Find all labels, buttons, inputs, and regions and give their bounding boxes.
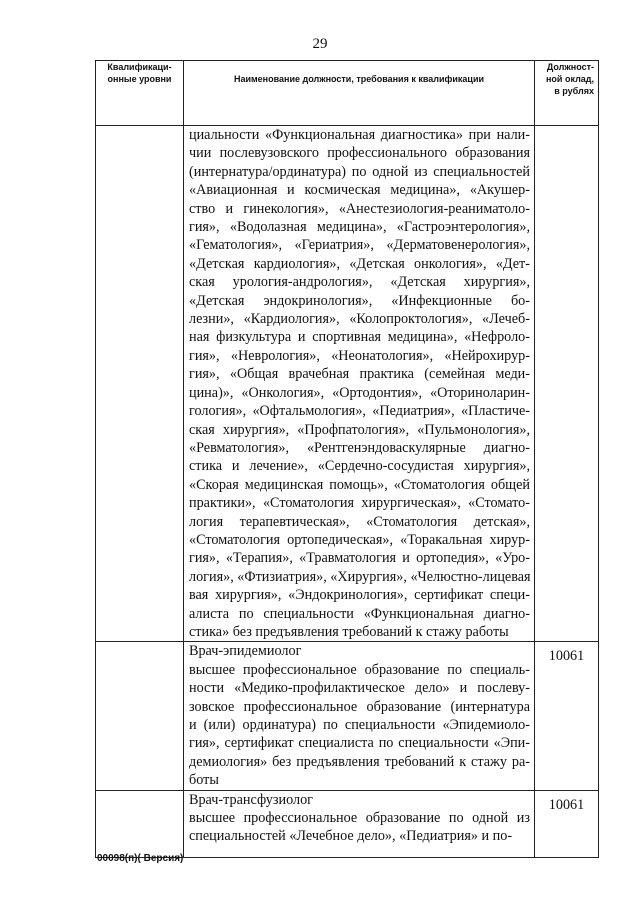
text-line: «Стоматология ортопедическая», «Торакальная хирур- <box>189 531 530 548</box>
salary-cell <box>535 642 599 790</box>
table-row-continuation <box>96 126 599 642</box>
header-qualification-levels <box>96 61 184 126</box>
text-line: высшее профессиональное образование по одной из <box>189 810 530 827</box>
text-line: боты <box>189 772 219 789</box>
qualification-table <box>95 60 599 858</box>
text-line: стика» без предъявления требований к стажу работы <box>189 623 509 640</box>
text-line: «Гематология», «Гериатрия», «Дерматовенерология», <box>189 237 530 254</box>
text-line: циальности «Функциональная диагностика» при нали- <box>189 127 530 143</box>
header-salary <box>535 61 599 126</box>
text-line: и (или) ординатура) по специальности «Эпидемиоло- <box>189 717 530 733</box>
salary-value: 10061 <box>548 796 585 813</box>
position-block <box>184 642 534 789</box>
text-line: практики», «Стоматология хирургическая», «Стомато- <box>189 495 530 512</box>
position-title: Врач-трансфузиолог <box>189 791 314 808</box>
text-line: зовское профессиональное образование (интернатура <box>189 698 530 715</box>
text-line: лезни», «Кардиология», «Колопроктология», «Лечеб- <box>189 311 530 328</box>
continuation-text <box>184 126 534 641</box>
text-line: вая хирургия», «Эндокринология», сертификат специ- <box>189 587 530 604</box>
requirements-cell <box>184 790 535 857</box>
table-header-row <box>96 61 599 126</box>
salary-cell <box>535 790 599 857</box>
salary-cell <box>535 126 599 642</box>
text-line: стика и лечение», «Сердечно-сосудистая хирургия», <box>189 458 530 475</box>
qualification-cell <box>96 790 184 857</box>
text-line: гия», сертификат специалиста по специальности «Эпи- <box>189 735 530 752</box>
text-line: «Детская эндокринология», «Инфекционные бо- <box>189 292 530 309</box>
text-line: ности «Медико-профилактическое дело» и послеву- <box>189 680 530 697</box>
header-position-name <box>184 61 535 126</box>
text-line: ская хирургия», «Профпатология», «Пульмонология», <box>189 421 530 438</box>
text-line: гия», «Общая врачебная практика (семейная меди- <box>189 366 530 383</box>
position-block <box>184 791 534 846</box>
position-requirements <box>189 809 530 846</box>
text-line: демиология» без предъявления требований к стажу ра- <box>189 753 530 770</box>
text-line: «Детская кардиология», «Детская онкология», «Дет- <box>189 255 530 272</box>
text-line: «Скорая медицинская помощь», «Стоматология общей <box>189 476 530 493</box>
text-line: (интернатура/ординатура) по одной из специальностей <box>189 163 530 180</box>
text-line: алиста по специальности «Функциональная диагно- <box>189 605 530 622</box>
page-number: 29 <box>312 36 328 52</box>
document-footer-code: 00098(п)( Версия) <box>97 853 184 864</box>
position-requirements <box>189 661 530 790</box>
position-title: Врач-эпидемиолог <box>189 643 302 660</box>
text-line: ство и гинекология», «Анестезиология-реаниматоло- <box>189 200 530 217</box>
requirements-cell <box>184 642 535 790</box>
text-line: гия», «Неврология», «Неонатология», «Нейрохирур- <box>189 347 530 364</box>
requirements-cell <box>184 126 535 642</box>
qualification-cell <box>96 126 184 642</box>
text-line: специальностей «Лечебное дело», «Педиатрия» и по- <box>189 828 513 845</box>
table-row <box>96 642 599 790</box>
qualification-cell <box>96 642 184 790</box>
text-line: цина)», «Онкология», «Ортодонтия», «Оториноларин- <box>189 384 530 401</box>
text-line: ная физкультура и спортивная медицина», «Нефроло- <box>189 329 530 346</box>
salary-value: 10061 <box>548 648 585 665</box>
text-line: гология», «Офтальмология», «Педиатрия», «Пластиче- <box>189 403 530 420</box>
text-line: ская урология-андрология», «Детская хирургия», <box>189 274 530 291</box>
table-row <box>96 790 599 857</box>
header-position-name-text: Наименование должности, требования к квалификации <box>233 74 485 84</box>
text-line: гия», «Терапия», «Травматология и ортопедия», «Уро- <box>189 550 530 567</box>
text-line: логия терапевтическая», «Стоматология детская», <box>189 513 530 530</box>
text-line: «Ревматология», «Рентгенэндоваскулярные диагно- <box>189 439 530 456</box>
text-line: логия», «Фтизиатрия», «Хирургия», «Челюстно-лицевая <box>189 568 531 585</box>
header-qualification-levels-text: Квалификаци- онные уровни <box>107 62 172 84</box>
header-salary-text: Должност- ной оклад, в рублях <box>545 62 594 96</box>
text-line: чии послевузовского профессионального образования <box>189 145 530 162</box>
text-line: высшее профессиональное образование по специаль- <box>189 661 530 678</box>
text-line: гия», «Водолазная медицина», «Гастроэнтерология», <box>189 219 530 236</box>
text-line: «Авиационная и космическая медицина», «Акушер- <box>189 182 530 199</box>
